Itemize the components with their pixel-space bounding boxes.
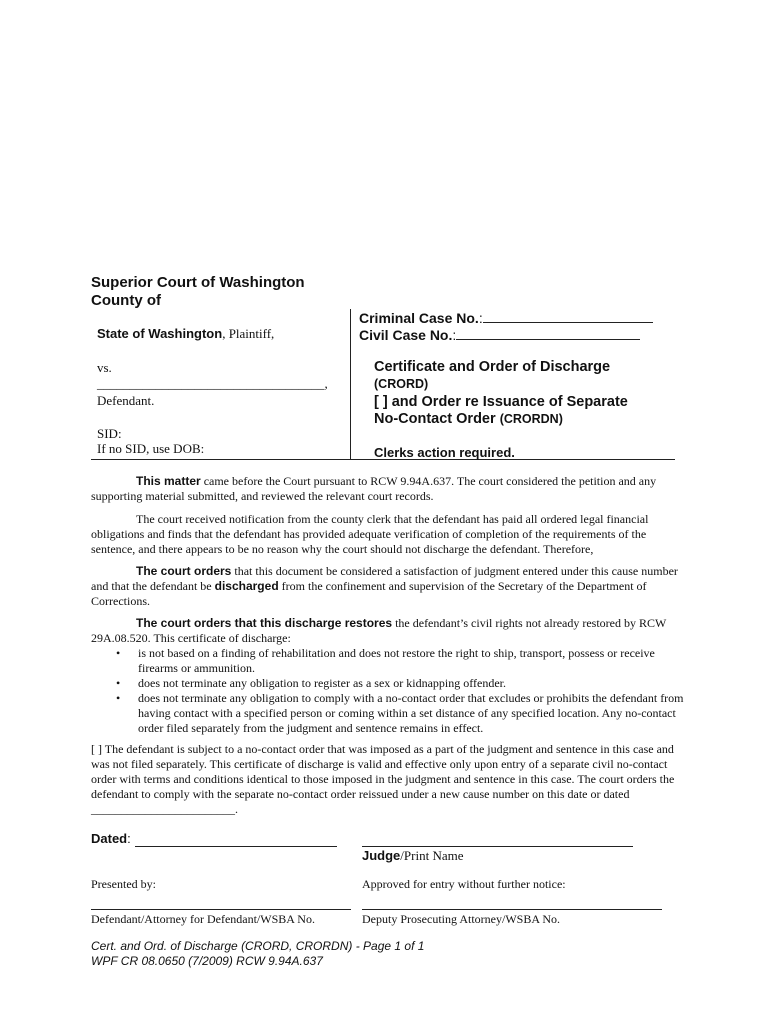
no-contact-date-blank[interactable]: ________________________ — [91, 802, 235, 816]
dated-label: Dated — [91, 831, 128, 846]
court-orders-text-a: that this document be considered a satisfaction of judgment entered under this cause number and that the defendant be — [91, 564, 678, 593]
discharged-term: discharged — [214, 579, 279, 593]
plaintiff-line — [97, 326, 274, 342]
list-item-text: does not terminate any obligation to comply with a no-contact order that excludes or prohibits the defendant from having contact with a specified person or coming within a set distance of any specified location. Any no-contact order filed separately from the judgment and sentence remains in effect. — [138, 691, 684, 735]
criminal-case-label: Criminal Case No. — [359, 310, 479, 326]
prosecutor-signature-line[interactable] — [362, 909, 662, 910]
title-no-contact-line — [374, 411, 563, 427]
civil-case-number-field[interactable] — [456, 327, 640, 340]
court-name: Superior Court of Washington — [91, 274, 305, 291]
court-heading — [91, 274, 305, 310]
paragraph-court-orders — [91, 564, 684, 609]
caption-vertical-divider — [350, 309, 351, 459]
list-item — [116, 646, 684, 676]
paragraph-notification: The court received notification from the county clerk that the defendant has paid all ordered legal financial obligations and finds that the defendant has provided adequate verification of completion of the requirements of the sentence, and there appears to be no reason why the court should not discharge the defendant. Therefore, — [91, 512, 649, 556]
defense-attorney-caption: Defendant/Attorney for Defendant/WSBA No. — [91, 912, 315, 926]
criminal-case-colon: : — [478, 310, 483, 326]
title-no-contact: No-Contact Order — [374, 411, 496, 427]
footer-line-1: Cert. and Ord. of Discharge (CRORD, CRORDN) - Page 1 of 1 — [91, 939, 425, 953]
dob-label: If no SID, use DOB: — [97, 441, 205, 456]
presented-by-label: Presented by: — [91, 877, 156, 891]
defendant-name-blank — [97, 376, 328, 392]
list-item-text: is not based on a finding of rehabilitation and does not restore the right to ship, transport, possess or receive firearms or ammunition. — [138, 646, 655, 675]
civil-case-line — [359, 327, 640, 343]
title-crord-code: (CRORD) — [374, 377, 429, 391]
list-item-text: does not terminate any obligation to register as a sex or kidnapping offender. — [138, 676, 507, 690]
court-orders-text-b: from the confinement and supervision of the Secretary of the Department of Corrections. — [91, 579, 647, 608]
plaintiff-role: , Plaintiff, — [222, 326, 275, 341]
bullet-mark: • — [116, 691, 121, 705]
defense-signature-line[interactable] — [91, 909, 351, 910]
civil-case-label: Civil Case No. — [359, 327, 453, 343]
defendant-label: Defendant. — [97, 393, 155, 408]
dated-field[interactable] — [135, 846, 337, 847]
dated-colon: : — [127, 831, 131, 846]
defendant-comma: , — [324, 376, 328, 391]
this-matter-label: This matter — [136, 474, 201, 488]
civil-case-colon: : — [452, 327, 457, 343]
vs-label: vs. — [97, 360, 112, 375]
plaintiff-name: State of Washington — [97, 326, 223, 341]
dated-line — [91, 831, 131, 846]
no-contact-text: [ ] The defendant is subject to a no-contact order that was imposed as a part of the judgment and sentence in this case and was not filed separately. This certificate of discharge is valid and effective only upon entry of a separate civil no-contact order with terms and conditions identical to those imposed in the judgment and sentence in this case. The court orders the defendant to comply with the separate no-contact order reissued under a new cause number on this date or dated — [91, 742, 675, 801]
court-orders-label: The court orders — [136, 564, 232, 578]
title-certificate: Certificate and Order of Discharge — [374, 359, 611, 375]
judge-caption — [362, 848, 463, 864]
defendant-blank: ___________________________________ — [97, 376, 325, 391]
discharge-limitations-list — [91, 646, 684, 736]
list-item — [116, 691, 684, 736]
judge-suffix: /Print Name — [400, 848, 464, 863]
this-matter-text: came before the Court pursuant to RCW 9.94A.637. The court considered the petition and any supporting material submitted, and reviewed the relevant court records. — [91, 474, 657, 503]
discharge-restores-text: the defendant’s civil rights not already restored by RCW 29A.08.520. This certificate of discharge: — [91, 616, 667, 645]
no-contact-period: . — [235, 802, 238, 816]
paragraph-discharge-restores — [91, 616, 684, 646]
sid-label: SID: — [97, 426, 122, 441]
bullet-mark: • — [116, 646, 121, 660]
judge-signature-line[interactable] — [362, 846, 633, 847]
approved-label: Approved for entry without further notice: — [362, 877, 566, 891]
prosecutor-caption: Deputy Prosecuting Attorney/WSBA No. — [362, 912, 560, 926]
list-item — [116, 676, 684, 691]
criminal-case-number-field[interactable] — [483, 310, 653, 323]
paragraph-no-contact-checkbox[interactable] — [91, 742, 684, 817]
page-footer — [91, 939, 424, 969]
paragraph-this-matter — [91, 474, 684, 504]
county-label: County of — [91, 292, 161, 309]
clerks-action-notice: Clerks action required. — [374, 445, 515, 460]
criminal-case-line — [359, 310, 653, 326]
title-order-separate[interactable]: [ ] and Order re Issuance of Separate — [374, 394, 628, 410]
bullet-mark: • — [116, 676, 121, 690]
discharge-restores-label: The court orders that this discharge restores — [136, 616, 393, 630]
title-crordn-code: (CRORDN) — [499, 412, 563, 426]
footer-line-2: WPF CR 08.0650 (7/2009) RCW 9.94A.637 — [91, 954, 323, 968]
judge-label: Judge — [362, 848, 401, 863]
